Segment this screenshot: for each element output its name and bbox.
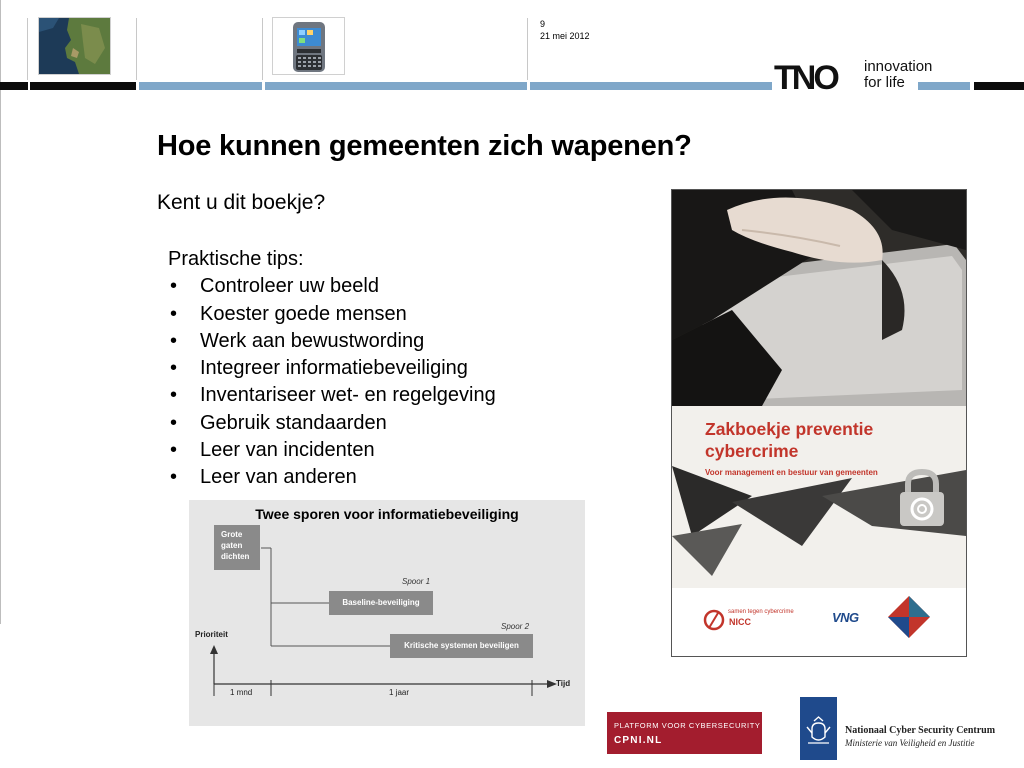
booklet-title-line: Zakboekje preventie: [705, 419, 874, 439]
booklet-cover: [671, 189, 967, 657]
page-number: 9: [540, 19, 546, 29]
tick-label: 1 jaar: [389, 688, 410, 697]
nicc-logo-icon: [702, 608, 726, 632]
cpni-line1: PLATFORM VOOR CYBERSECURITY: [614, 721, 761, 730]
header-divider: [27, 18, 28, 80]
spoor2-label: Spoor 2: [501, 622, 530, 631]
tno-tagline: [864, 59, 932, 91]
header-stripe: [30, 82, 136, 90]
diamond-logo-icon: [886, 594, 932, 640]
ncsc-ministry: Ministerie van Veiligheid en Justitie: [845, 738, 975, 748]
tip-item: • Leer van incidenten: [168, 437, 496, 464]
tno-logo: [774, 58, 858, 97]
header-divider: [262, 18, 263, 80]
tip-item: • Werk aan bewustwording: [168, 328, 496, 355]
cpni-logo: [607, 712, 762, 754]
tips-block: [168, 246, 496, 492]
spoor1-label: Spoor 1: [402, 577, 431, 586]
tip-item: • Gebruik standaarden: [168, 410, 496, 437]
map-thumbnail-image: [38, 17, 111, 75]
two-tracks-diagram: [189, 500, 585, 726]
header-stripe: [265, 82, 527, 90]
tip-item: • Integreer informatiebeveiliging: [168, 355, 496, 382]
diagram-title: Twee sporen voor informatiebeveiliging: [255, 506, 519, 522]
tips-heading: Praktische tips:: [168, 248, 304, 270]
ncsc-emblem: [800, 697, 837, 760]
tno-tagline-line1: innovation: [864, 58, 933, 75]
nicc-tagline: samen tegen cybercrime: [728, 609, 794, 615]
tick-label: 1 mnd: [230, 688, 253, 697]
diagram-box-start-line: gaten: [221, 541, 243, 550]
content-divider: [0, 0, 1, 624]
tips-list: [168, 273, 496, 491]
slide-subtitle: Kent u dit boekje?: [157, 191, 326, 214]
baseline-box: Baseline-beveiliging: [329, 591, 433, 615]
header-stripe: [530, 82, 772, 90]
tno-logo-text: TNO: [774, 59, 837, 92]
tno-tagline-line2: for life: [864, 74, 905, 91]
diagram-box-start: [214, 525, 260, 570]
critical-systems-box: Kritische systemen beveiligen: [390, 634, 533, 658]
y-axis-label: Prioriteit: [195, 630, 228, 639]
booklet-title: [705, 418, 873, 462]
header-divider: [136, 18, 137, 80]
nicc-label: NICC: [729, 617, 751, 627]
coat-of-arms-icon: [800, 697, 837, 760]
slide-title: Hoe kunnen gemeenten zich wapenen?: [157, 130, 692, 162]
tip-item: • Leer van anderen: [168, 464, 496, 491]
tip-item: • Controleer uw beeld: [168, 273, 496, 300]
header-stripe: [974, 82, 1024, 90]
ncsc-name: Nationaal Cyber Security Centrum: [845, 725, 996, 736]
vng-logo: VNG: [832, 610, 859, 625]
booklet-subtitle: Voor management en bestuur van gemeenten: [705, 468, 878, 477]
diagram-box-start-line: dichten: [221, 552, 250, 561]
slide-date: 21 mei 2012: [540, 31, 590, 41]
diagram-box-start-line: Grote: [221, 530, 243, 539]
smartphone-thumbnail-image: [272, 17, 345, 75]
booklet-photo-image: [672, 190, 966, 406]
cpni-line2: CPNI.NL: [614, 735, 663, 746]
padlock-icon: [890, 466, 954, 530]
booklet-title-line: cybercrime: [705, 441, 799, 461]
header-stripe: [0, 82, 28, 90]
tip-item: • Inventariseer wet- en regelgeving: [168, 382, 496, 409]
header-stripe: [139, 82, 262, 90]
tip-item: • Koester goede mensen: [168, 301, 496, 328]
x-axis-label: Tijd: [556, 679, 571, 688]
header-divider: [527, 18, 528, 80]
